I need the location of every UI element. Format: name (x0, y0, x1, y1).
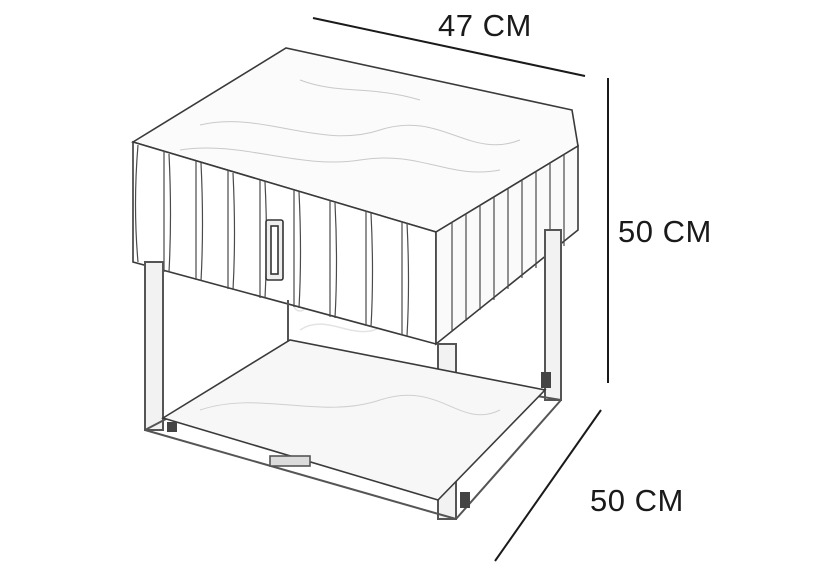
width-dimension-label: 47 CM (438, 8, 532, 43)
height-dimension-label: 50 CM (618, 214, 712, 249)
cabinet-body (133, 48, 578, 344)
depth-dimension-line (495, 410, 601, 561)
bottom-shelf (163, 340, 545, 500)
drawer-handle (266, 220, 283, 280)
depth-dimension-label: 50 CM (590, 483, 684, 518)
leg-front-left (145, 262, 163, 430)
